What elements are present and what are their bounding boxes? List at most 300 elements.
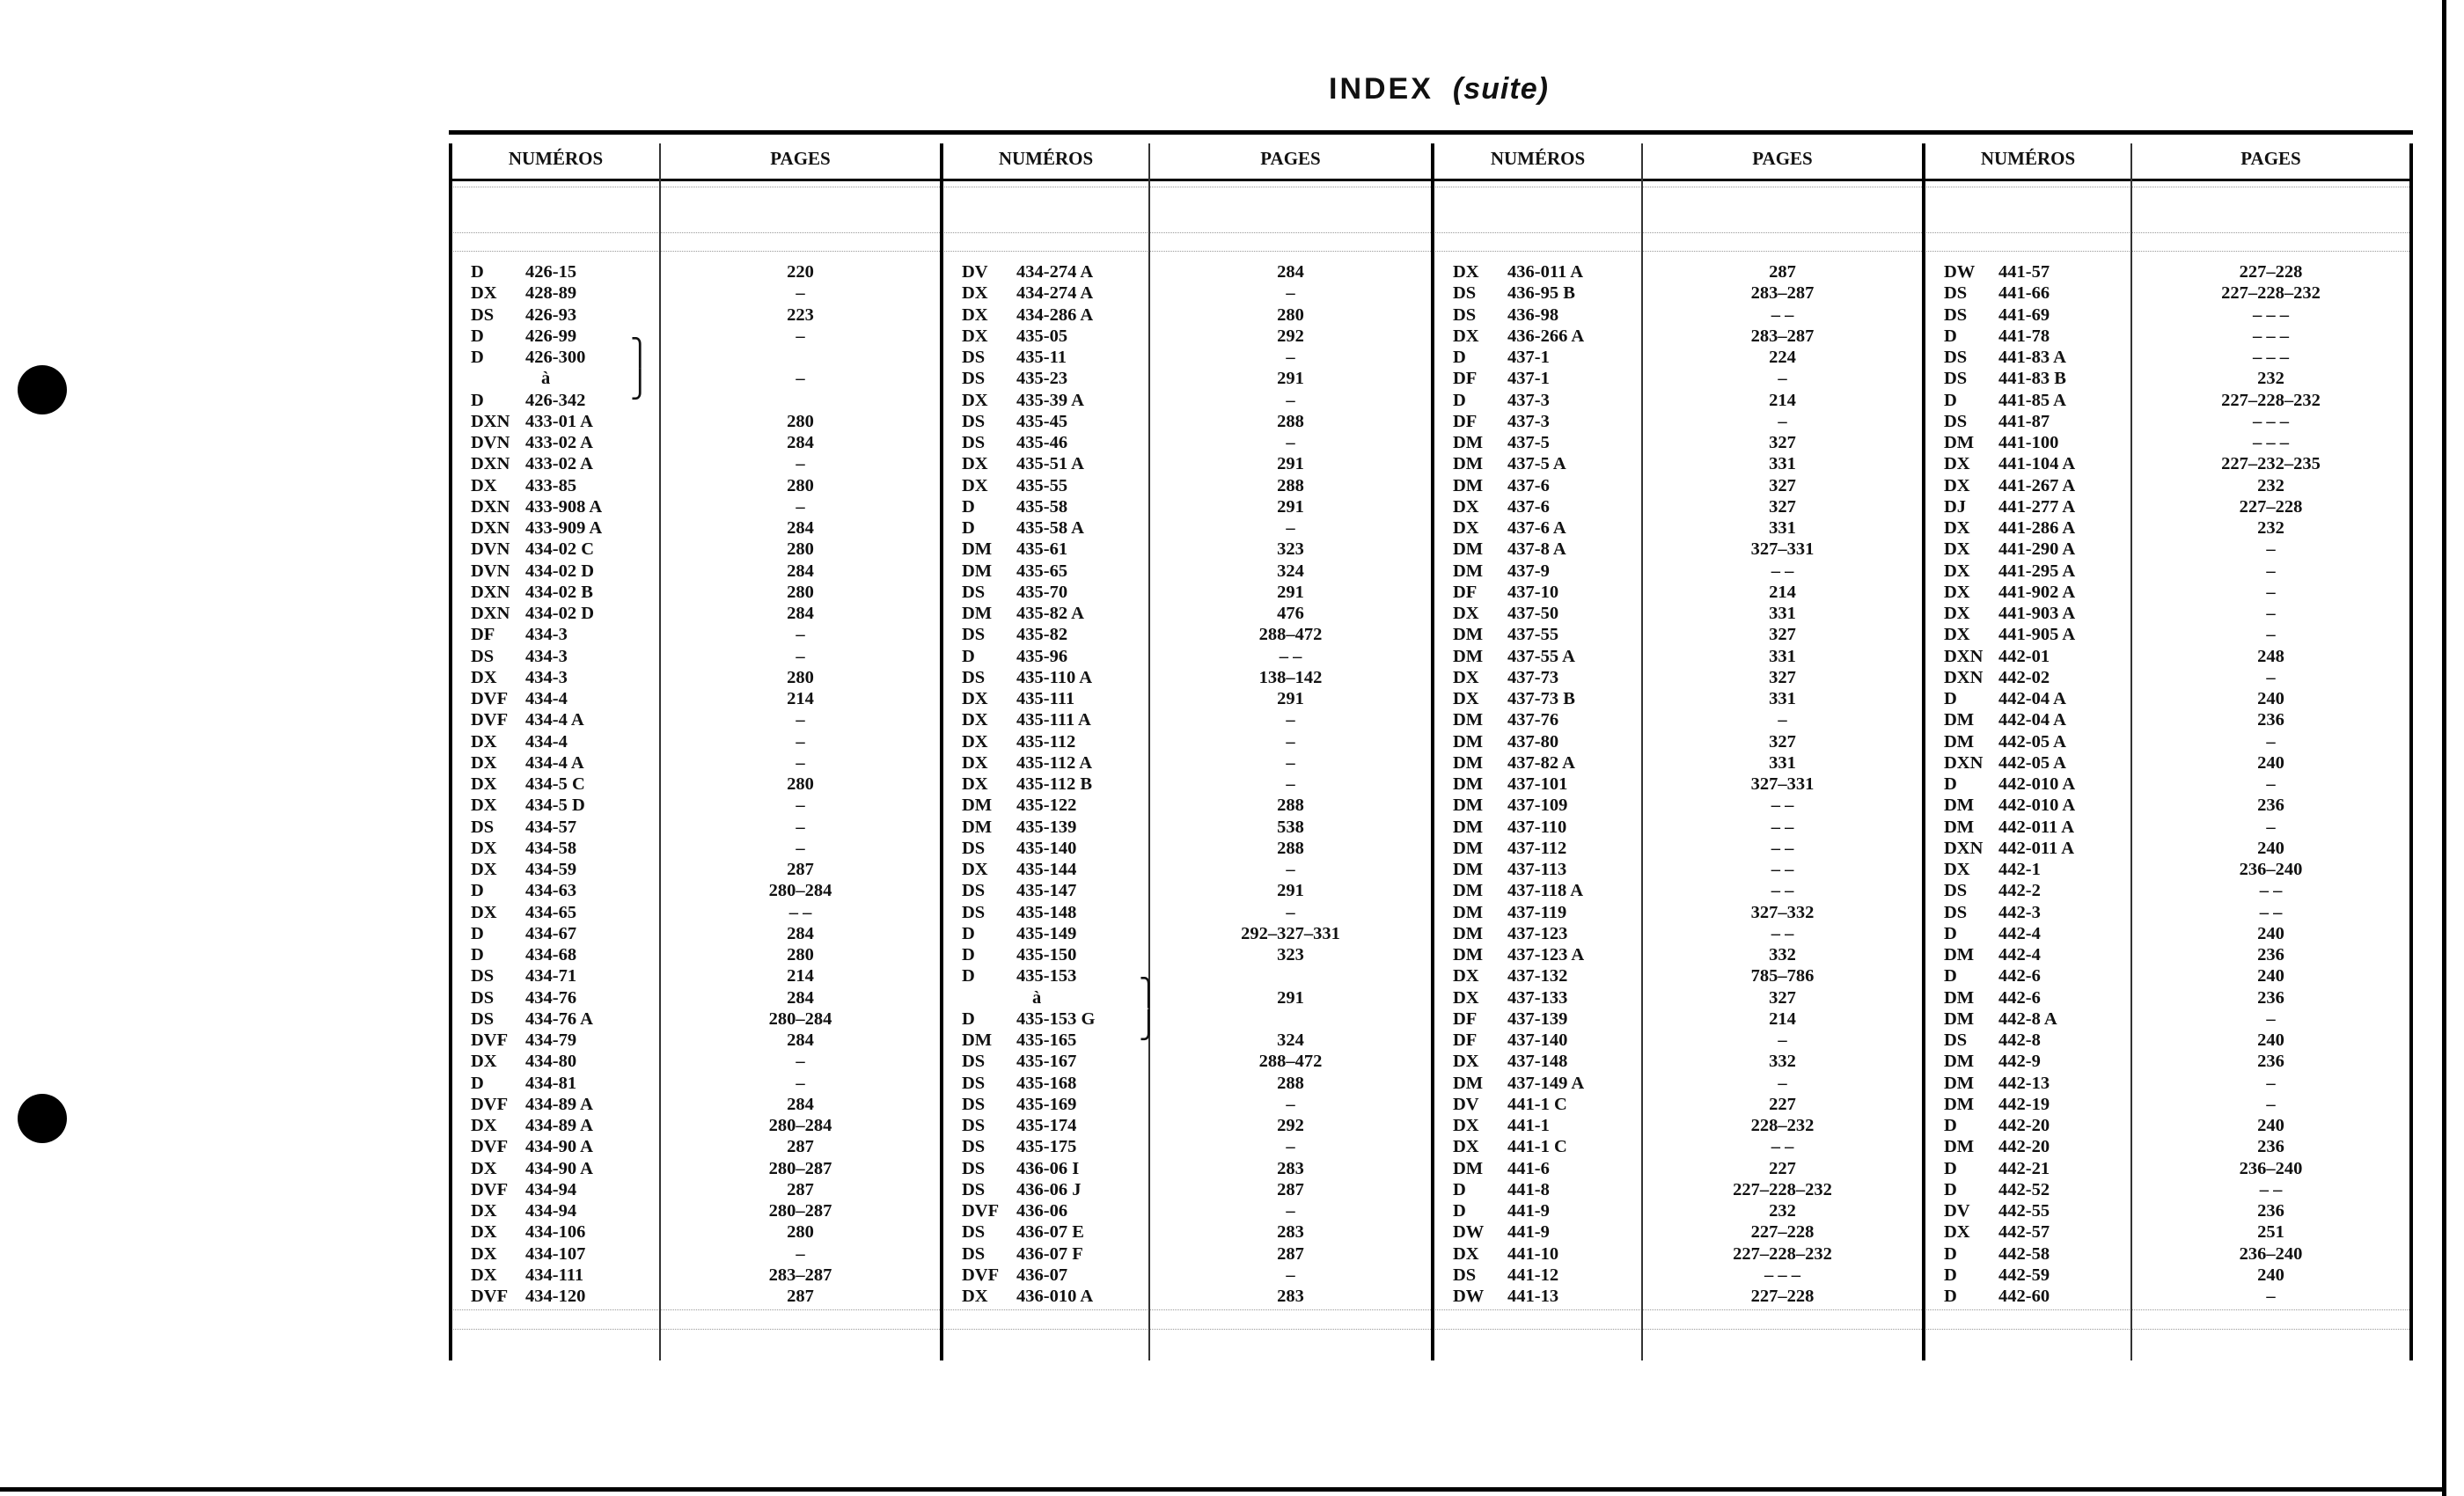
index-section-3 xyxy=(1431,261,1922,1307)
index-prefix: DS xyxy=(471,304,495,325)
index-number: 437-3 xyxy=(1507,411,1550,431)
index-prefix: DX xyxy=(471,1243,497,1264)
index-number: 435-165 xyxy=(1016,1030,1077,1050)
index-pages: – – xyxy=(1771,838,1794,858)
index-pages: 284 xyxy=(787,1030,814,1050)
index-number: 435-144 xyxy=(1016,860,1077,879)
index-number: 441-78 xyxy=(1998,326,2050,346)
index-row xyxy=(449,582,940,603)
index-prefix: DM xyxy=(1453,1158,1484,1178)
index-pages: – xyxy=(796,1243,805,1264)
index-number: 442-57 xyxy=(1998,1222,2050,1243)
binder-hole-icon xyxy=(18,1094,67,1143)
index-pages: – – xyxy=(1771,796,1794,816)
index-number: 437-140 xyxy=(1507,1030,1568,1050)
index-row xyxy=(1922,282,2413,304)
index-number: 436-06 xyxy=(1016,1201,1068,1221)
index-pages: 232 xyxy=(2257,518,2284,538)
index-row xyxy=(1922,1265,2413,1286)
index-row xyxy=(1431,795,1922,816)
index-row xyxy=(1922,923,2413,944)
index-number: 442-21 xyxy=(1998,1158,2050,1178)
index-prefix: DS xyxy=(962,582,986,602)
index-row xyxy=(940,1265,1431,1286)
index-pages: 287 xyxy=(1277,1179,1304,1199)
index-pages: 288–472 xyxy=(1258,1052,1323,1072)
index-row xyxy=(940,987,1431,1008)
index-number: 442-010 A xyxy=(1998,796,2076,816)
index-prefix: DX xyxy=(471,1222,497,1243)
index-pages: 283 xyxy=(1277,1222,1304,1243)
index-prefix: DX xyxy=(962,689,988,708)
index-row xyxy=(449,1179,940,1200)
index-number: 437-5 xyxy=(1507,433,1550,452)
index-row xyxy=(940,902,1431,923)
index-prefix: DS xyxy=(962,881,986,901)
index-row xyxy=(449,817,940,838)
index-pages: – xyxy=(796,454,805,474)
index-prefix: DX xyxy=(1944,518,1970,538)
index-prefix: DX xyxy=(471,475,497,495)
index-number: 434-81 xyxy=(525,1073,577,1093)
index-pages: 240 xyxy=(2257,838,2284,858)
index-pages: 331 xyxy=(1769,604,1796,623)
index-number: 441-277 A xyxy=(1998,496,2076,517)
index-row xyxy=(940,965,1431,986)
index-row xyxy=(1431,432,1922,453)
index-row xyxy=(449,1094,940,1115)
index-prefix: DM xyxy=(962,1030,993,1050)
index-row xyxy=(449,731,940,752)
index-row xyxy=(449,1115,940,1136)
index-number: 437-73 B xyxy=(1507,689,1575,708)
index-number: 434-5 D xyxy=(525,796,585,816)
index-number: 435-51 A xyxy=(1016,454,1084,474)
index-number: 434-02 B xyxy=(525,582,593,602)
index-row xyxy=(449,1221,940,1243)
index-number: 436-011 A xyxy=(1507,262,1583,282)
index-row xyxy=(1922,368,2413,389)
index-pages: – xyxy=(796,752,805,773)
index-row xyxy=(940,282,1431,304)
header-pages: PAGES xyxy=(1752,148,1813,169)
index-prefix: DS xyxy=(471,1008,495,1029)
index-prefix: DX xyxy=(1453,1137,1479,1157)
index-prefix: DX xyxy=(1453,1243,1479,1264)
index-row xyxy=(940,624,1431,645)
index-row xyxy=(1922,1243,2413,1265)
index-prefix: DJ xyxy=(1944,496,1967,517)
index-prefix: DM xyxy=(1453,817,1484,837)
index-number: 435-11 xyxy=(1016,348,1067,367)
index-pages: – xyxy=(2266,774,2276,794)
index-pages: 214 xyxy=(1769,390,1796,410)
index-pages: 214 xyxy=(787,689,814,708)
index-row xyxy=(940,667,1431,688)
index-prefix: DX xyxy=(471,860,497,879)
index-number: 441-1 C xyxy=(1507,1094,1567,1114)
index-row xyxy=(940,731,1431,752)
index-row xyxy=(1922,1221,2413,1243)
index-prefix: DS xyxy=(962,1052,986,1072)
index-pages: – xyxy=(1778,1030,1787,1050)
index-pages: 291 xyxy=(1277,881,1304,901)
index-prefix: DS xyxy=(1453,304,1477,325)
index-number: 437-118 A xyxy=(1507,881,1583,901)
index-number: 437-1 xyxy=(1507,348,1550,367)
index-number: 434-76 xyxy=(525,987,577,1008)
page-bottom-border xyxy=(0,1487,2446,1492)
index-prefix: DX xyxy=(1453,1052,1479,1072)
index-number: 437-9 xyxy=(1507,561,1550,581)
index-pages: 331 xyxy=(1769,454,1796,474)
index-number: 426-342 xyxy=(525,390,586,410)
index-row xyxy=(940,1200,1431,1221)
header-pages: PAGES xyxy=(770,148,831,169)
index-pages: 332 xyxy=(1769,1052,1796,1072)
index-prefix: D xyxy=(1944,326,1957,346)
index-prefix: D xyxy=(1453,1179,1466,1199)
index-pages: 280–284 xyxy=(768,881,832,901)
index-pages: 240 xyxy=(2257,752,2284,773)
index-row xyxy=(940,347,1431,368)
index-number: 435-111 A xyxy=(1016,710,1091,730)
header-numeros: NUMÉROS xyxy=(508,148,604,169)
index-prefix: DM xyxy=(1944,1073,1975,1093)
index-row xyxy=(1922,752,2413,774)
index-prefix: DX xyxy=(471,667,497,687)
index-number: 436-06 I xyxy=(1016,1158,1080,1178)
index-number: 428-89 xyxy=(525,283,577,304)
index-number: 434-68 xyxy=(525,945,577,964)
index-row xyxy=(1922,688,2413,709)
index-pages: 227–232–235 xyxy=(2221,454,2321,474)
binder-hole-icon xyxy=(18,365,67,414)
index-row xyxy=(940,688,1431,709)
index-number: 442-01 xyxy=(1998,646,2050,666)
index-pages: 236 xyxy=(2257,796,2284,816)
index-pages: 228–232 xyxy=(1750,1116,1815,1135)
index-row xyxy=(449,475,940,496)
index-pages: 280 xyxy=(787,667,814,687)
index-number: 434-274 A xyxy=(1016,262,1094,282)
index-number: 437-112 xyxy=(1507,838,1567,858)
index-row xyxy=(1922,1286,2413,1307)
index-row xyxy=(1431,1030,1922,1051)
index-row xyxy=(449,603,940,624)
index-prefix: DXN xyxy=(471,496,510,517)
index-number: 434-76 A xyxy=(525,1008,593,1029)
index-pages: 223 xyxy=(787,304,814,325)
index-section-1 xyxy=(449,261,940,1307)
index-row xyxy=(1431,326,1922,347)
index-number: 437-73 xyxy=(1507,667,1559,687)
index-pages: 287 xyxy=(1277,1243,1304,1264)
index-number: 435-122 xyxy=(1016,796,1077,816)
index-number: 436-07 F xyxy=(1016,1243,1083,1264)
index-row xyxy=(1922,304,2413,326)
index-row xyxy=(449,774,940,795)
index-row xyxy=(940,603,1431,624)
index-prefix: DS xyxy=(1453,1265,1477,1285)
index-number: 433-909 A xyxy=(525,518,603,538)
index-number: 434-4 A xyxy=(525,710,584,730)
index-pages: – – – xyxy=(2253,304,2289,325)
index-number: 435-110 A xyxy=(1016,667,1092,687)
index-prefix: DX xyxy=(1453,604,1479,623)
index-number: 435-96 xyxy=(1016,646,1068,666)
index-number: 437-10 xyxy=(1507,582,1559,602)
index-pages: – xyxy=(1286,390,1295,410)
index-prefix: DX xyxy=(1944,1222,1970,1243)
index-prefix: DM xyxy=(1944,945,1975,964)
index-row xyxy=(940,1136,1431,1157)
index-row xyxy=(1922,1008,2413,1030)
page-right-border xyxy=(2442,0,2446,1496)
index-pages: 327 xyxy=(1769,625,1796,645)
index-pages: 224 xyxy=(1769,348,1796,367)
index-row xyxy=(940,1030,1431,1051)
index-pages: 214 xyxy=(1769,1008,1796,1029)
index-number: 441-12 xyxy=(1507,1265,1559,1285)
table-top-rule xyxy=(449,130,2413,135)
index-row xyxy=(940,1073,1431,1094)
index-pages: – xyxy=(796,369,805,389)
index-prefix: DVF xyxy=(962,1201,1000,1221)
index-number: 442-20 xyxy=(1998,1116,2050,1135)
index-pages: 476 xyxy=(1277,604,1304,623)
index-prefix: DM xyxy=(1453,710,1484,730)
index-pages: – xyxy=(796,710,805,730)
index-prefix: DX xyxy=(471,1158,497,1178)
index-prefix: DXN xyxy=(471,411,510,431)
index-number: 441-1 C xyxy=(1507,1137,1567,1157)
index-row xyxy=(1431,1115,1922,1136)
index-row xyxy=(1922,987,2413,1008)
index-row xyxy=(449,1136,940,1157)
index-row xyxy=(1431,1265,1922,1286)
index-number: 442-2 xyxy=(1998,881,2041,901)
index-row xyxy=(1431,944,1922,965)
index-number: 435-45 xyxy=(1016,411,1068,431)
index-row xyxy=(449,965,940,986)
index-pages: 291 xyxy=(1277,689,1304,708)
index-row xyxy=(1922,326,2413,347)
index-row xyxy=(1922,1073,2413,1094)
index-prefix: DS xyxy=(1944,304,1968,325)
index-pages: 283 xyxy=(1277,1287,1304,1306)
index-pages: 332 xyxy=(1769,945,1796,964)
index-prefix: D xyxy=(962,923,975,943)
index-pages: 280 xyxy=(787,475,814,495)
index-prefix: D xyxy=(1944,1243,1957,1264)
index-row xyxy=(1431,390,1922,411)
index-row xyxy=(449,1008,940,1030)
index-row xyxy=(1922,965,2413,986)
index-pages: 240 xyxy=(2257,1116,2284,1135)
index-row xyxy=(449,1286,940,1307)
index-number: 437-5 A xyxy=(1507,454,1566,474)
index-prefix: D xyxy=(1944,1179,1957,1199)
index-prefix: DX xyxy=(471,774,497,794)
index-prefix: DF xyxy=(1453,1030,1478,1050)
index-row xyxy=(1431,411,1922,432)
index-pages: 291 xyxy=(1277,496,1304,517)
index-prefix: DS xyxy=(962,625,986,645)
index-row xyxy=(1922,1094,2413,1115)
index-row xyxy=(940,390,1431,411)
index-pages: 214 xyxy=(1769,582,1796,602)
index-number: 426-300 xyxy=(525,348,586,367)
index-row xyxy=(940,646,1431,667)
index-row xyxy=(1922,603,2413,624)
index-row xyxy=(940,304,1431,326)
index-row xyxy=(940,1286,1431,1307)
index-pages: 324 xyxy=(1277,1030,1304,1050)
index-row xyxy=(1922,1115,2413,1136)
index-pages: 236 xyxy=(2257,1137,2284,1157)
index-prefix: DM xyxy=(1453,1073,1484,1093)
index-number: 434-02 D xyxy=(525,604,595,623)
index-number: 435-153 G xyxy=(1016,1008,1096,1029)
index-pages: – xyxy=(1286,860,1295,879)
index-number: 434-90 A xyxy=(525,1137,593,1157)
index-pages: 240 xyxy=(2257,1030,2284,1050)
index-row xyxy=(940,582,1431,603)
index-prefix: DM xyxy=(1944,1008,1975,1029)
index-prefix: DVF xyxy=(471,1094,509,1114)
index-row xyxy=(1431,688,1922,709)
index-row xyxy=(449,880,940,901)
index-row xyxy=(1431,709,1922,730)
index-row xyxy=(1922,667,2413,688)
index-prefix: D xyxy=(1944,774,1957,794)
index-prefix: DM xyxy=(1453,902,1484,922)
index-row xyxy=(1922,539,2413,560)
index-pages: 288 xyxy=(1277,796,1304,816)
index-row xyxy=(940,496,1431,517)
index-pages: – – – xyxy=(2253,326,2289,346)
index-prefix: DVN xyxy=(471,561,510,581)
index-row xyxy=(940,1094,1431,1115)
index-pages: 280 xyxy=(1277,304,1304,325)
index-prefix: DX xyxy=(962,774,988,794)
index-number: 434-4 xyxy=(525,689,568,708)
index-prefix: DW xyxy=(1453,1287,1485,1306)
index-prefix: DX xyxy=(1453,518,1479,538)
index-number: 437-132 xyxy=(1507,966,1568,986)
index-pages: – xyxy=(796,496,805,517)
index-prefix: DX xyxy=(471,796,497,816)
index-row xyxy=(940,261,1431,282)
index-prefix: DX xyxy=(1944,475,1970,495)
index-row xyxy=(1431,667,1922,688)
index-pages: – xyxy=(2266,561,2276,581)
index-number: 434-107 xyxy=(525,1243,586,1264)
index-pages: – – xyxy=(2259,881,2283,901)
index-number: 441-9 xyxy=(1507,1222,1550,1243)
index-pages: 280 xyxy=(787,945,814,964)
index-prefix: D xyxy=(1453,390,1466,410)
index-number: 434-79 xyxy=(525,1030,577,1050)
index-pages: 280–284 xyxy=(768,1008,832,1029)
index-prefix: DM xyxy=(1944,796,1975,816)
index-number: 435-55 xyxy=(1016,475,1068,495)
index-prefix: DS xyxy=(962,1116,986,1135)
index-prefix: DX xyxy=(962,304,988,325)
index-pages: – – – xyxy=(2253,433,2289,452)
index-number: 437-55 A xyxy=(1507,646,1575,666)
index-prefix: DM xyxy=(1453,475,1484,495)
index-row xyxy=(449,326,940,347)
index-pages: 232 xyxy=(2257,369,2284,389)
index-number: 437-6 A xyxy=(1507,518,1566,538)
index-number: 437-113 xyxy=(1507,860,1567,879)
index-number: 436-07 E xyxy=(1016,1222,1084,1243)
index-number: 441-69 xyxy=(1998,304,2050,325)
index-pages: 284 xyxy=(787,923,814,943)
index-number: 434-57 xyxy=(525,817,577,837)
index-row xyxy=(1431,1243,1922,1265)
index-number: 435-58 A xyxy=(1016,518,1084,538)
index-prefix: DM xyxy=(1453,731,1484,752)
index-pages: – xyxy=(796,731,805,752)
index-prefix: DX xyxy=(1944,625,1970,645)
index-prefix: DS xyxy=(962,838,986,858)
index-row xyxy=(449,709,940,730)
index-pages: 538 xyxy=(1277,817,1304,837)
index-number: 442-6 xyxy=(1998,966,2041,986)
index-pages: 288 xyxy=(1277,838,1304,858)
index-prefix: DX xyxy=(1453,1116,1479,1135)
index-pages: – xyxy=(1286,731,1295,752)
index-prefix: DS xyxy=(1944,1030,1968,1050)
index-prefix: DF xyxy=(1453,582,1478,602)
index-pages: 283–287 xyxy=(768,1265,832,1285)
index-number: 441-295 A xyxy=(1998,561,2076,581)
index-pages: 284 xyxy=(787,561,814,581)
index-prefix: DM xyxy=(962,539,993,560)
index-number: 441-100 xyxy=(1998,433,2059,452)
index-row xyxy=(1431,859,1922,880)
index-prefix: DX xyxy=(1453,689,1479,708)
index-prefix: DX xyxy=(962,860,988,879)
index-row xyxy=(449,282,940,304)
index-prefix: DM xyxy=(1453,774,1484,794)
index-number: 433-02 A xyxy=(525,454,593,474)
index-prefix: DM xyxy=(1944,1137,1975,1157)
index-row xyxy=(940,752,1431,774)
index-number: 441-1 xyxy=(1507,1116,1550,1135)
index-number: 442-20 xyxy=(1998,1137,2050,1157)
index-row xyxy=(449,411,940,432)
index-pages: – – – xyxy=(1764,1265,1800,1285)
index-number: 442-13 xyxy=(1998,1073,2050,1093)
index-prefix: D xyxy=(1944,1116,1957,1135)
index-row xyxy=(1431,1094,1922,1115)
index-row xyxy=(1922,795,2413,816)
index-prefix: DM xyxy=(962,817,993,837)
index-row xyxy=(1922,561,2413,582)
index-number: 434-274 A xyxy=(1016,283,1094,304)
index-number: 437-123 xyxy=(1507,923,1568,943)
index-number: 442-011 A xyxy=(1998,838,2074,858)
index-prefix: DS xyxy=(471,817,495,837)
index-number: 436-010 A xyxy=(1016,1287,1094,1306)
index-number: 434-71 xyxy=(525,966,577,986)
index-pages: 327–331 xyxy=(1750,774,1815,794)
index-pages: – – xyxy=(1771,860,1794,879)
